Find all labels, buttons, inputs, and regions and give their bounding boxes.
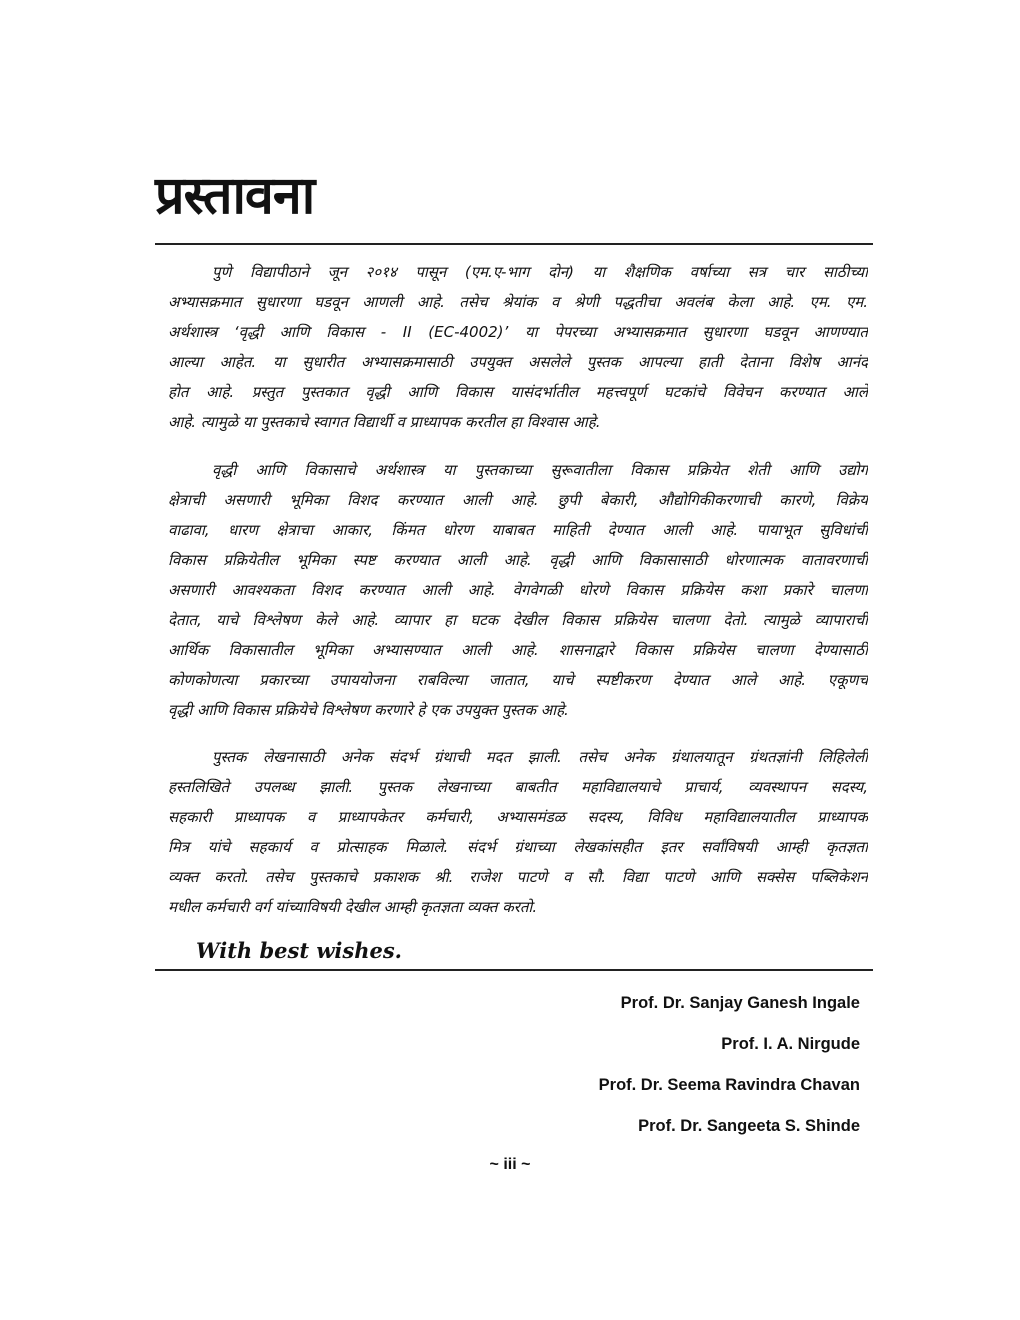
title-divider bbox=[155, 243, 873, 245]
paragraph-2 bbox=[168, 455, 868, 725]
paragraph-line: आल्या आहेत. या सुधारीत अभ्यासक्रमासाठी उपयुक्त असलेले पुस्तक आपल्या हाती देताना विशेष आनंद bbox=[168, 353, 868, 371]
paragraph-line: मित्र यांचे सहकार्य व प्रोत्साहक मिळाले. संदर्भ ग्रंथाच्या लेखकांसहीत इतर सर्वांविषयी आम्ही कृतज्ञता bbox=[168, 838, 868, 856]
paragraph-line: वाढावा, धारण क्षेत्राचा आकार, किंमत धोरण याबाबत माहिती देण्यात आली आहे. पायाभूत सुविधांची bbox=[168, 521, 868, 539]
paragraph-line: सहकारी प्राध्यापक व प्राध्यापकेतर कर्मचारी, अभ्यासमंडळ सदस्य, विविध महाविद्यालयातील प्राध्यापक bbox=[168, 808, 868, 826]
paragraph-line: हस्तलिखिते उपलब्ध झाली. पुस्तक लेखनाच्या बाबतीत महाविद्यालयाचे प्राचार्य, व्यवस्थापन सदस्य, bbox=[168, 778, 868, 796]
paragraph-line: होत आहे. प्रस्तुत पुस्तकात वृद्धी आणि विकास यासंदर्भातील महत्त्वपूर्ण घटकांचे विवेचन करण्यात आले bbox=[168, 383, 868, 401]
closing-wishes: With best wishes. bbox=[196, 938, 402, 963]
paragraph-line: विकास प्रक्रियेतील भूमिका स्पष्ट करण्यात आली आहे. वृद्धी आणि विकासासाठी धोरणात्मक वातावरणाची bbox=[168, 551, 868, 569]
paragraph-line: पुस्तक लेखनासाठी अनेक संदर्भ ग्रंथाची मदत झाली. तसेच अनेक ग्रंथालयातून ग्रंथतज्ञांनी लिहिलेली bbox=[212, 748, 868, 766]
paragraph-line: देतात, याचे विश्लेषण केले आहे. व्यापार हा घटक देखील विकास प्रक्रियेस चालणा देतो. त्यामुळे व्यापाराची bbox=[168, 611, 868, 629]
page-title: प्रस्तावना bbox=[155, 166, 315, 226]
paragraph-line: व्यक्त करतो. तसेच पुस्तकाचे प्रकाशक श्री. राजेश पाटणे व सौ. विद्या पाटणे आणि सक्सेस पब्लिकेशन bbox=[168, 868, 868, 886]
paragraph-line: अभ्यासक्रमात सुधारणा घडवून आणली आहे. तसेच श्रेयांक व श्रेणी पद्धतीचा अवलंब केला आहे. एम. एम. bbox=[168, 293, 868, 311]
paragraph-line: वृद्धी आणि विकासाचे अर्थशास्त्र या पुस्तकाच्या सुरूवातीला विकास प्रक्रियेत शेती आणि उद्योग bbox=[212, 461, 868, 479]
paragraph-line: पुणे विद्यापीठाने जून २०१४ पासून (एम.ए-भाग दोन) या शैक्षणिक वर्षाच्या सत्र चार साठीच्या bbox=[212, 263, 868, 281]
paragraph-3 bbox=[168, 742, 868, 922]
author-list bbox=[599, 990, 860, 1154]
paragraph-line: अर्थशास्त्र ‘वृद्धी आणि विकास - II (EC-4002)’ या पेपरच्या अभ्यासक्रमात सुधारणा घडवून आणण्यात bbox=[168, 323, 868, 341]
paragraph-line: आर्थिक विकासातील भूमिका अभ्यासण्यात आली आहे. शासनाद्वारे विकास प्रक्रियेस चालणा देण्यासाठी bbox=[168, 641, 868, 659]
paragraph-line: आहे. त्यामुळे या पुस्तकाचे स्वागत विद्यार्थी व प्राध्यापक करतील हा विश्वास आहे. bbox=[168, 413, 601, 431]
author-name: Prof. I. A. Nirgude bbox=[721, 1035, 860, 1053]
paragraph-line: कोणकोणत्या प्रकारच्या उपाययोजना राबविल्या जातात, याचे स्पष्टीकरण देण्यात आले आहे. एकूणच bbox=[168, 671, 868, 689]
page-number: ~ iii ~ bbox=[489, 1156, 531, 1173]
author-name: Prof. Dr. Sangeeta S. Shinde bbox=[638, 1117, 860, 1135]
paragraph-line: मधील कर्मचारी वर्ग यांच्याविषयी देखील आम्ही कृतज्ञता व्यक्त करतो. bbox=[168, 898, 538, 916]
paragraph-line: असणारी आवश्यकता विशद करण्यात आली आहे. वेगवेगळी धोरणे विकास प्रक्रियेस कशा प्रकारे चालणा bbox=[168, 581, 868, 599]
author-name: Prof. Dr. Sanjay Ganesh Ingale bbox=[620, 994, 860, 1012]
paragraph-line: वृद्धी आणि विकास प्रक्रियेचे विश्लेषण करणारे हे एक उपयुक्त पुस्तक आहे. bbox=[168, 701, 569, 719]
closing-divider bbox=[155, 969, 873, 971]
paragraph-line: क्षेत्राची असणारी भूमिका विशद करण्यात आली आहे. छुपी बेकारी, औद्योगिकीकरणाची कारणे, विक्रेय bbox=[168, 491, 868, 509]
paragraph-1 bbox=[168, 257, 868, 437]
author-name: Prof. Dr. Seema Ravindra Chavan bbox=[598, 1076, 860, 1094]
